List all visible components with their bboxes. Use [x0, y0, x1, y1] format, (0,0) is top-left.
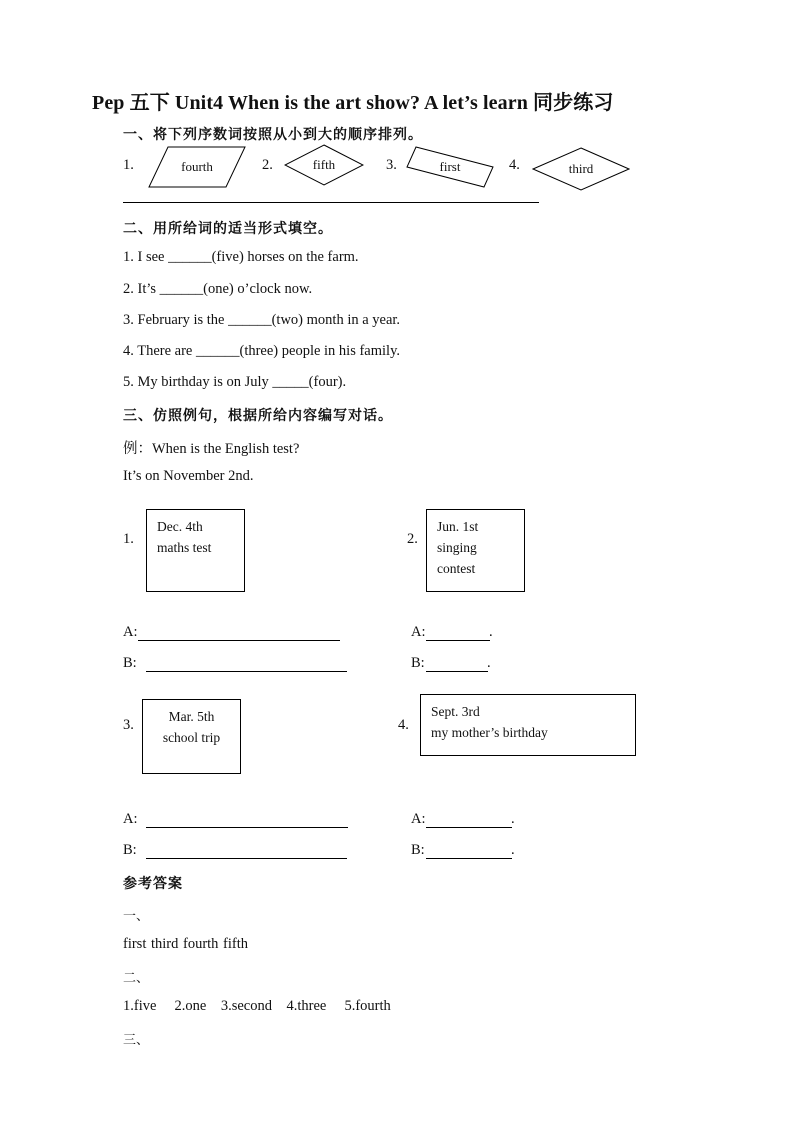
dialog-1-a-line: [138, 640, 340, 641]
answers-part-2-label: 二、: [123, 971, 150, 986]
dialog-2-b-period: .: [487, 655, 491, 671]
box-1-number: 1.: [123, 531, 134, 547]
section-3-heading: 三、仿照例句，根据所给内容编写对话。: [123, 408, 393, 424]
dialog-1-b-label: B:: [123, 655, 137, 671]
fill-line-3: 3. February is the ______(two) month in a year.: [123, 312, 401, 328]
answers-part-3-label: 三、: [123, 1033, 150, 1048]
dialog-4-b-period: .: [511, 842, 515, 858]
item-2-number: 2.: [262, 157, 273, 173]
box-3-number: 3.: [123, 717, 134, 733]
dialog-2-b-line: [426, 671, 488, 672]
ordinal-word-2: fifth: [312, 157, 336, 172]
dialog-1-a-label: A:: [123, 624, 138, 640]
box-1-date: Dec. 4th: [157, 519, 203, 534]
dialog-1-b-line: [146, 671, 347, 672]
fill-line-4: 4. There are ______(three) people in his family.: [123, 343, 401, 359]
answers-heading: 参考答案: [123, 876, 183, 892]
item-4-number: 4.: [509, 157, 520, 173]
box-2-event-line1: singing: [437, 540, 477, 555]
fill-line-1: 1. I see ______(five) horses on the farm.: [123, 249, 359, 265]
dialog-4-b-label: B:: [411, 842, 425, 858]
item-1-number: 1.: [123, 157, 134, 173]
box-4-date: Sept. 3rd: [431, 704, 480, 719]
dialog-2-a-period: .: [489, 624, 493, 640]
dialog-2-b-label: B:: [411, 655, 425, 671]
dialog-4-a-period: .: [511, 811, 515, 827]
answers-part-1: first third fourth fifth: [123, 936, 249, 952]
fill-line-5: 5. My birthday is on July _____(four).: [123, 374, 347, 390]
answers-part-2: 1.five 2.one 3.second 4.three 5.fourth: [123, 998, 391, 1014]
ordinal-diamond-4: [532, 147, 630, 191]
ordinal-word-4: third: [568, 161, 594, 176]
box-3-date: Mar. 5th: [168, 709, 215, 724]
dialog-2-a-line: [426, 640, 490, 641]
item-3-number: 3.: [386, 157, 397, 173]
ordinal-word-1: fourth: [181, 159, 213, 174]
box-2-date: Jun. 1st: [437, 519, 479, 534]
dialog-3-b-line: [146, 858, 347, 859]
ordinal-diamond-1: [148, 146, 246, 188]
ordinal-diamond-2: [284, 144, 364, 186]
section-2-heading: 二、用所给词的适当形式填空。: [123, 221, 333, 237]
dialog-4-a-line: [426, 827, 512, 828]
info-box-3: [142, 699, 241, 774]
dialog-3-a-label: A:: [123, 811, 138, 827]
dialog-3-a-line: [146, 827, 348, 828]
info-box-4: [420, 694, 636, 756]
answer-line: [123, 202, 539, 203]
box-4-number: 4.: [398, 717, 409, 733]
ordinal-diamond-3: [406, 146, 494, 188]
dialog-2-a-label: A:: [411, 624, 426, 640]
box-2-event-line2: contest: [437, 561, 476, 576]
section-1-heading: 一、将下列序数词按照从小到大的顺序排列。: [123, 127, 423, 143]
dialog-4-a-label: A:: [411, 811, 426, 827]
info-box-1: [146, 509, 245, 592]
box-1-event: maths test: [157, 540, 212, 555]
box-2-number: 2.: [407, 531, 418, 547]
answers-part-1-label: 一、: [123, 909, 150, 924]
dialog-3-b-label: B:: [123, 842, 137, 858]
fill-line-2: 2. It’s ______(one) o’clock now.: [123, 281, 313, 297]
dialog-4-b-line: [426, 858, 512, 859]
example-question: 例：When is the English test?: [123, 441, 300, 457]
page-title: Pep 五下 Unit4 When is the art show? A let’s learn 同步练习: [92, 92, 614, 114]
box-3-event: school trip: [162, 730, 221, 745]
box-4-event: my mother’s birthday: [431, 725, 548, 740]
example-answer: It’s on November 2nd.: [123, 468, 254, 484]
ordinal-word-3: first: [439, 159, 461, 174]
info-box-2: [426, 509, 525, 592]
